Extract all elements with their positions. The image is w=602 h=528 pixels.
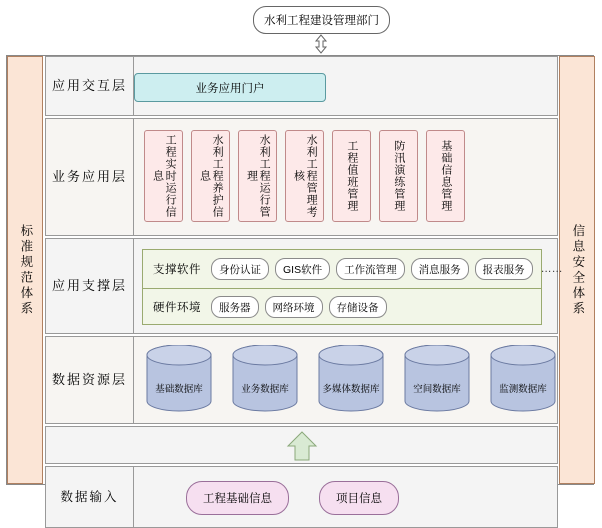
support-software-item[interactable] [275,258,330,280]
layer-label-data: 数据资源层 [46,337,134,423]
support-software-item[interactable] [475,258,533,280]
business-module-label: 工程值班管理 [345,140,358,212]
layer-label-support: 应用支撑层 [46,239,134,333]
business-module-item[interactable] [238,130,277,222]
database-cylinder[interactable] [316,345,386,413]
business-module-label: 防汛演练管理 [392,140,405,212]
layer-data-resource [45,336,558,424]
data-flow-strip [45,426,558,464]
database-icon [230,345,300,413]
database-cylinder[interactable] [230,345,300,413]
business-portal-label: 业务应用门户 [195,82,265,95]
support-hardware-label: 存储设备 [336,301,379,314]
business-module-item[interactable] [285,130,324,222]
business-module-label: 水利工程管理考核 [292,134,318,218]
database-label: 业务数据库 [241,384,289,395]
left-band-standards [7,56,43,484]
database-icon [144,345,214,413]
support-software-item[interactable] [211,258,269,280]
layer-application-support [45,238,563,334]
layer-business-application [45,118,558,236]
input-item[interactable] [186,481,289,515]
business-module-item[interactable] [191,130,230,222]
support-software-label: GIS软件 [283,263,323,276]
database-cylinder[interactable] [402,345,472,413]
support-hardware-label: 网络环境 [272,301,315,314]
up-arrow-icon [286,431,318,461]
support-software-title: 支撑软件 [153,264,201,276]
database-icon [402,345,472,413]
support-panel [142,249,563,325]
business-portal-box[interactable] [134,73,326,102]
layer-stack [45,56,563,505]
support-software-item[interactable] [336,258,405,280]
business-module-item[interactable] [379,130,418,222]
layer-label-interaction: 应用交互层 [46,57,134,115]
database-icon [316,345,386,413]
support-software-label: 报表服务 [482,263,525,276]
right-band-security [559,56,595,484]
input-label: 工程基础信息 [203,493,272,505]
left-band-label: 标准规范体系 [18,223,33,317]
input-label: 项目信息 [336,493,382,505]
business-module-label: 水利工程养护信息 [198,134,224,218]
top-department-label: 水利工程建设管理部门 [264,15,379,27]
input-item[interactable] [319,481,399,515]
right-band-label: 信息安全体系 [570,223,585,317]
database-icon [488,345,558,413]
support-hardware-label: 服务器 [219,301,251,314]
top-department-box [253,6,390,34]
business-module-list [144,130,465,222]
business-module-item[interactable] [144,130,183,222]
support-software-label: 工作流管理 [344,263,397,276]
layer-label-input: 数据输入 [46,467,134,527]
support-hardware-item[interactable] [329,296,387,318]
business-module-label: 水利工程运行管理 [245,134,271,218]
business-module-item[interactable] [426,130,465,222]
layer-data-input [45,466,558,528]
business-module-item[interactable] [332,130,371,222]
layer-application-interaction [45,56,558,116]
business-module-label: 工程实时运行信息 [151,134,177,218]
database-label: 基础数据库 [155,384,203,395]
support-software-label: 身份认证 [219,263,261,276]
support-software-row [143,250,563,289]
support-hardware-item[interactable] [265,296,323,318]
support-software-more: …… [540,263,563,275]
business-module-label: 基础信息管理 [439,140,452,212]
support-software-item[interactable] [411,258,469,280]
layer-label-business: 业务应用层 [46,119,134,235]
database-cylinder[interactable] [488,345,558,413]
support-software-label: 消息服务 [418,263,461,276]
support-hardware-item[interactable] [211,296,259,318]
database-cylinder[interactable] [144,345,214,413]
database-label: 空间数据库 [413,384,461,395]
database-list [144,345,558,413]
input-list [186,481,399,515]
database-label: 多媒体数据库 [322,384,380,395]
bidirectional-arrow-icon [313,34,329,54]
support-hardware-title: 硬件环境 [153,302,201,314]
support-hardware-row [143,288,541,326]
database-label: 监测数据库 [499,384,547,395]
